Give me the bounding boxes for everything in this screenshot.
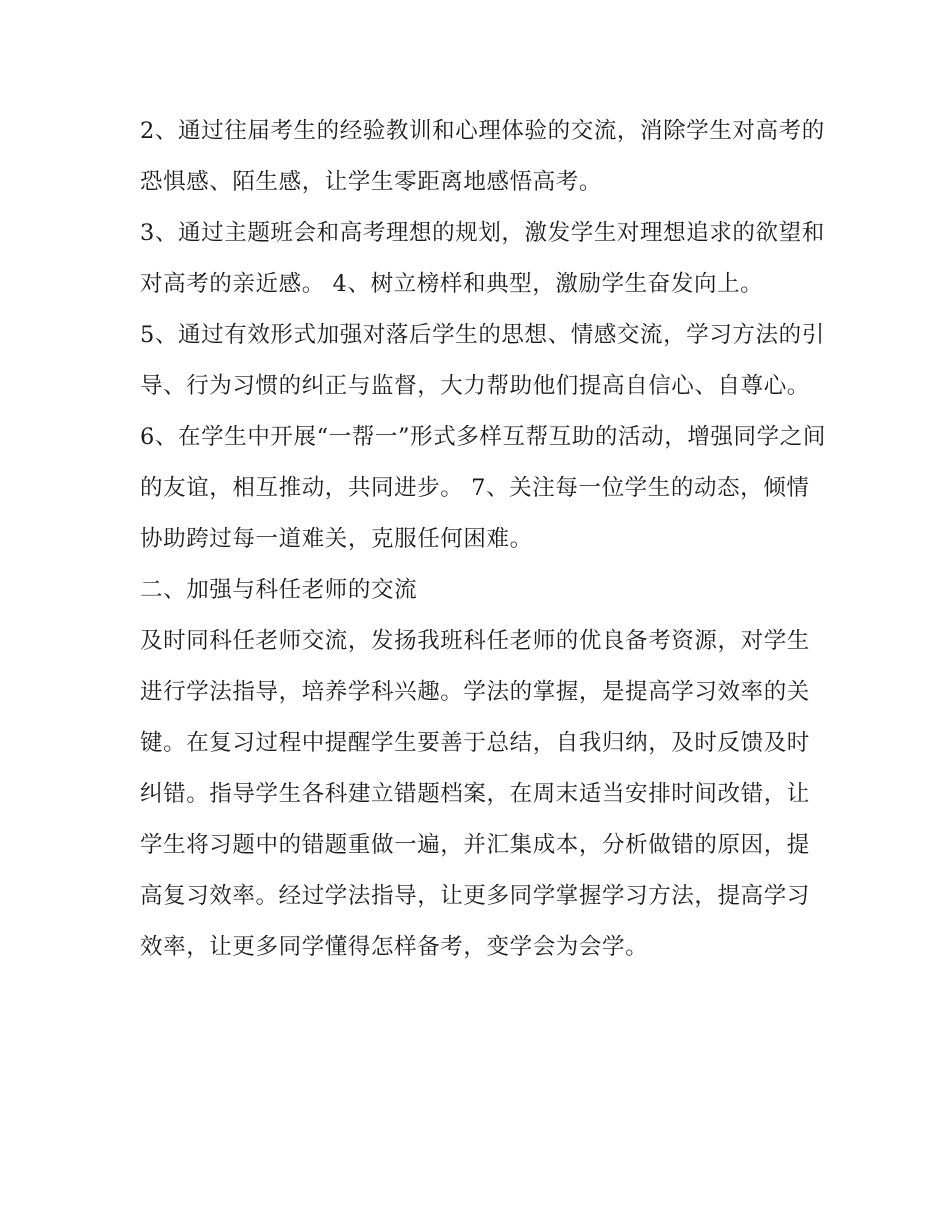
paragraph-item-6-7: 6、在学生中开展“一帮一”形式多样互帮互助的活动，增强同学之间的友谊，相互推动，共同进步。 7、关注每一位学生的动态，倾情协助跨过每一道难关，克服任何困难。 — [140, 424, 826, 552]
section-heading: 二、加强与科任老师的交流 — [140, 577, 418, 603]
paragraph-item-5: 5、通过有效形式加强对落后学生的思想、情感交流，学习方法的引导、行为习惯的纠正与监督，大力帮助他们提高自信心、自尊心。 — [140, 322, 825, 399]
document-body — [140, 106, 830, 973]
paragraph-teacher-communication: 及时同科任老师交流，发扬我班科任老师的优良备考资源，对学生进行学法指导，培养学科兴趣。学法的掌握，是提高学习效率的关键。在复习过程中提醒学生要善于总结，自我归纳，及时反馈及时纠错。指导学生各科建立错题档案，在周末适当安排时间改错，让学生将习题中的错题重做一遍，并汇集成本，分析做错的原因，提高复习效率。经过学法指导，让更多同学掌握学习方法，提高学习效率，让更多同学懂得怎样备考，变学会为会学。 — [140, 628, 810, 960]
paragraph-item-2: 2、通过往届考生的经验教训和心理体验的交流，消除学生对高考的恐惧感、陌生感，让学生零距离地感悟高考。 — [140, 118, 825, 195]
paragraph-item-3-4: 3、通过主题班会和高考理想的规划，激发学生对理想追求的欲望和对高考的亲近感。 4、树立榜样和典型，激励学生奋发向上。 — [140, 220, 825, 297]
